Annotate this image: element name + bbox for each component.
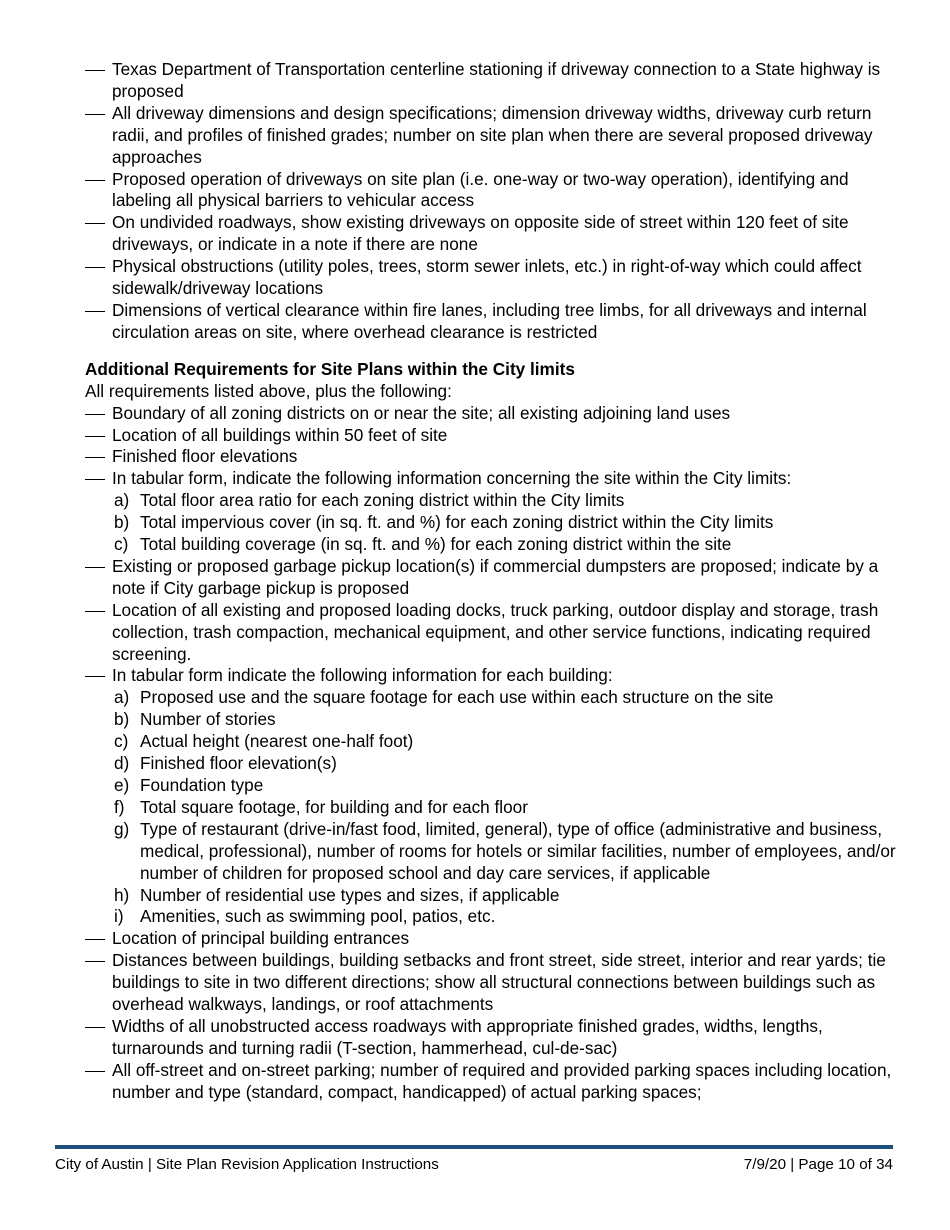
- sub-list-marker: b): [114, 512, 130, 533]
- list-item: [85, 256, 900, 300]
- list-item-text: All off-street and on-street parking; number of required and provided parking spaces including location, number and type (standard, compact, handicapped) of actual parking spaces;: [112, 1059, 892, 1102]
- list-item: [85, 556, 900, 600]
- list-item: [85, 446, 900, 468]
- sub-list-marker: c): [114, 534, 129, 555]
- list-item-text: Finished floor elevations: [112, 446, 298, 467]
- sub-list-item: [114, 709, 900, 731]
- list-item-text: Location of all buildings within 50 feet of site: [112, 424, 448, 445]
- sub-list: [114, 687, 900, 928]
- sub-list-item: [114, 512, 900, 534]
- list-item: [85, 1060, 900, 1104]
- sub-list-text: Proposed use and the square footage for each use within each structure on the site: [140, 687, 774, 708]
- sub-list-text: Number of stories: [140, 709, 276, 730]
- sub-list-item: [114, 885, 900, 907]
- sub-list-item: [114, 819, 900, 885]
- list-item: [85, 950, 900, 1016]
- driveway-requirements-list: [85, 59, 900, 344]
- page-content: [85, 59, 900, 1104]
- sub-list-item: [114, 731, 900, 753]
- list-item-text: Dimensions of vertical clearance within fire lanes, including tree limbs, for all driveways and internal circulation areas on site, where overhead clearance is restricted: [112, 299, 867, 342]
- sub-list-text: Finished floor elevation(s): [140, 753, 337, 774]
- sub-list-text: Total floor area ratio for each zoning district within the City limits: [140, 490, 625, 511]
- list-item: [85, 212, 900, 256]
- sub-list-marker: c): [114, 731, 129, 752]
- list-item-text: Existing or proposed garbage pickup location(s) if commercial dumpsters are proposed; indicate by a note if City garbage pickup is proposed: [112, 555, 879, 598]
- sub-list-item: [114, 753, 900, 775]
- sub-list-item: [114, 797, 900, 819]
- sub-list-item: [114, 906, 900, 928]
- list-item-text: Location of all existing and proposed loading docks, truck parking, outdoor display and storage, trash collection, trash compaction, mechanical equipment, and other service functions, indicating required screening.: [112, 599, 879, 664]
- sub-list-text: Actual height (nearest one-half foot): [140, 731, 414, 752]
- list-item-text: Physical obstructions (utility poles, trees, storm sewer inlets, etc.) in right-of-way which could affect sidewalk/driveway locations: [112, 256, 862, 299]
- list-item-text: Proposed operation of driveways on site plan (i.e. one-way or two-way operation), identifying and labeling all physical barriers to vehicular access: [112, 168, 849, 211]
- list-item-text: Boundary of all zoning districts on or near the site; all existing adjoining land uses: [112, 402, 731, 423]
- sub-list-marker: f): [114, 796, 125, 817]
- list-item: [85, 1016, 900, 1060]
- list-item: [85, 468, 900, 490]
- sub-list-marker: a): [114, 687, 130, 708]
- sub-list-text: Total building coverage (in sq. ft. and %) for each zoning district within the site: [140, 534, 732, 555]
- list-item-text: Location of principal building entrances: [112, 928, 410, 949]
- sub-list-text: Amenities, such as swimming pool, patios, etc.: [140, 906, 496, 927]
- sub-list-marker: a): [114, 490, 130, 511]
- list-item-text: In tabular form, indicate the following information concerning the site within the City limits:: [112, 468, 792, 489]
- list-item: [85, 425, 900, 447]
- sub-list-marker: i): [114, 906, 124, 927]
- sub-list: [114, 490, 900, 556]
- sub-list-text: Number of residential use types and sizes, if applicable: [140, 884, 560, 905]
- list-item: [85, 59, 900, 103]
- section-intro: All requirements listed above, plus the following:: [85, 380, 452, 401]
- list-item: [85, 600, 900, 666]
- sub-list-marker: d): [114, 753, 130, 774]
- list-item: [85, 103, 900, 169]
- city-limits-requirements-list: [85, 403, 900, 1104]
- sub-list-marker: g): [114, 818, 130, 839]
- section-heading: Additional Requirements for Site Plans within the City limits: [85, 358, 575, 379]
- list-item-text: Texas Department of Transportation centerline stationing if driveway connection to a State highway is proposed: [112, 59, 881, 101]
- sub-list-text: Total square footage, for building and for each floor: [140, 796, 528, 817]
- footer-rule: [55, 1145, 893, 1149]
- sub-list-marker: h): [114, 884, 130, 905]
- list-item: [85, 665, 900, 687]
- list-item-text: All driveway dimensions and design specifications; dimension driveway widths, driveway curb return radii, and profiles of finished grades; number on site plan when there are several proposed driveway approaches: [112, 102, 873, 167]
- sub-list-text: Total impervious cover (in sq. ft. and %) for each zoning district within the City limits: [140, 512, 774, 533]
- list-item-text: In tabular form indicate the following information for each building:: [112, 665, 613, 686]
- sub-list-item: [114, 534, 900, 556]
- footer-document-title: City of Austin | Site Plan Revision Application Instructions: [55, 1156, 439, 1173]
- sub-list-marker: e): [114, 775, 130, 795]
- list-item: [85, 403, 900, 425]
- sub-list-item: [114, 490, 900, 512]
- sub-list-item: [114, 687, 900, 709]
- sub-list-text: Type of restaurant (drive-in/fast food, limited, general), type of office (administrative and business, medical, professional), number of rooms for hotels or similar facilities, number of employees, and/or number of children for proposed school and day care services, if applicable: [140, 818, 896, 883]
- list-item-text: Widths of all unobstructed access roadways with appropriate finished grades, widths, lengths, turnarounds and turning radii (T-section, hammerhead, cul-de-sac): [112, 1015, 823, 1058]
- footer-page-number: 7/9/20 | Page 10 of 34: [743, 1156, 893, 1173]
- list-item-text: On undivided roadways, show existing driveways on opposite side of street within 120 feet of site driveways, or indicate in a note if there are none: [112, 212, 849, 255]
- list-item: [85, 300, 900, 344]
- sub-list-item: [114, 775, 900, 797]
- list-item: [85, 928, 900, 950]
- sub-list-marker: b): [114, 709, 130, 730]
- sub-list-text: Foundation type: [140, 775, 264, 795]
- list-item: [85, 169, 900, 213]
- list-item-text: Distances between buildings, building setbacks and front street, side street, interior and rear yards; tie buildings to site in two different directions; show all structural connections between buildings such as overhead walkways, landings, or roof attachments: [112, 950, 886, 1015]
